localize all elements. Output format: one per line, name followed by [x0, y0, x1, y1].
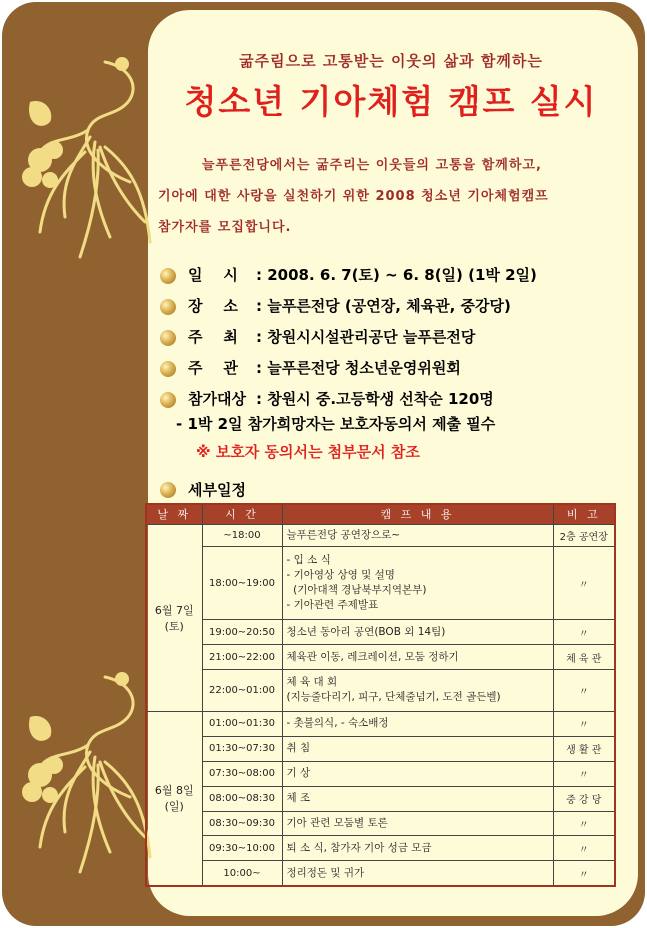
table-row [146, 645, 615, 670]
table-row [146, 711, 615, 736]
gold-bullet-icon [160, 361, 176, 377]
program-cell: 정리정돈 및 귀가 [282, 861, 553, 886]
program-cell: 체 육 대 회 (지능줄다리기, 피구, 단체줄넘기, 도전 골든벨) [282, 670, 553, 712]
intro-line: 기아에 대한 사랑을 실천하기 위한 2008 청소년 기아체험캠프 [158, 189, 549, 204]
time-cell: ~18:00 [202, 524, 282, 547]
program-cell: 체 조 [282, 786, 553, 811]
column-header-note: 비 고 [553, 504, 615, 524]
schedule-table [145, 503, 616, 887]
program-cell: 퇴 소 식, 참가자 기아 성금 모금 [282, 836, 553, 861]
gold-bullet-icon [160, 392, 176, 408]
intro-paragraph [158, 150, 630, 243]
table-row [146, 861, 615, 886]
column-header-time: 시 간 [202, 504, 282, 524]
table-row [146, 761, 615, 786]
table-row [146, 670, 615, 712]
table-row [146, 547, 615, 620]
column-header-program: 캠 프 내 용 [282, 504, 553, 524]
info-value: : 창원시 중.고등학생 선착순 120명 [256, 390, 494, 408]
info-value: : 2008. 6. 7(토) ~ 6. 8(일) (1박 2일) [256, 266, 537, 284]
info-list [160, 260, 630, 415]
note-cell: 〃 [553, 836, 615, 861]
info-label: 주 관 [188, 359, 238, 377]
time-cell: 21:00~22:00 [202, 645, 282, 670]
table-row [146, 736, 615, 761]
info-label: 일 시 [188, 266, 238, 284]
time-cell: 10:00~ [202, 861, 282, 886]
info-label: 참가대상 [188, 390, 246, 408]
info-row-target [160, 384, 630, 415]
note-cell: 〃 [553, 670, 615, 712]
note-cell: 〃 [553, 811, 615, 836]
gold-bullet-icon [160, 299, 176, 315]
program-cell: 기아 관련 모둠별 토론 [282, 811, 553, 836]
note-cell: 〃 [553, 547, 615, 620]
program-cell: - 촛불의식, - 숙소배정 [282, 711, 553, 736]
info-row-venue [160, 291, 630, 322]
note-cell: 〃 [553, 861, 615, 886]
info-value: : 창원시시설관리공단 늘푸른전당 [256, 328, 476, 346]
gold-bullet-icon [160, 268, 176, 284]
note-cell: 〃 [553, 761, 615, 786]
program-cell: 취 침 [282, 736, 553, 761]
time-cell: 08:00~08:30 [202, 786, 282, 811]
intro-line: 늘푸른전당에서는 굶주리는 이웃들의 고통을 함께하고, [202, 158, 542, 173]
program-cell: 청소년 동아리 공연(BOB 외 14팀) [282, 620, 553, 645]
time-cell: 07:30~08:00 [202, 761, 282, 786]
table-row [146, 524, 615, 547]
time-cell: 09:30~10:00 [202, 836, 282, 861]
table-row [146, 620, 615, 645]
note-cell: 〃 [553, 620, 615, 645]
consent-note: - 1박 2일 참가희망자는 보호자동의서 제출 필수 [176, 415, 496, 433]
time-cell: 19:00~20:50 [202, 620, 282, 645]
time-cell: 08:30~09:30 [202, 811, 282, 836]
note-cell: 생 활 관 [553, 736, 615, 761]
consent-reference-note: ※ 보호자 동의서는 첨부문서 참조 [196, 443, 420, 461]
date-cell: 6월 7일 (토) [146, 524, 202, 711]
program-cell: 늘푸른전당 공연장으로~ [282, 524, 553, 547]
info-row-host [160, 322, 630, 353]
time-cell: 01:00~01:30 [202, 711, 282, 736]
info-row-organizer [160, 353, 630, 384]
time-cell: 22:00~01:00 [202, 670, 282, 712]
poster-title: 청소년 기아체험 캠프 실시 [184, 82, 598, 121]
table-row [146, 836, 615, 861]
table-header-row [146, 504, 615, 524]
program-cell: 체육관 이동, 레크레이션, 모둠 정하기 [282, 645, 553, 670]
date-cell: 6월 8일 (일) [146, 711, 202, 886]
gold-bullet-icon [160, 482, 176, 498]
phoenix-ornament-icon [10, 657, 160, 887]
program-cell: - 입 소 식 - 기아영상 상영 및 설명 (기아대책 경남북부지역본부) - 기아관련 주제발표 [282, 547, 553, 620]
time-cell: 01:30~07:30 [202, 736, 282, 761]
time-cell: 18:00~19:00 [202, 547, 282, 620]
poster-subtitle: 굶주림으로 고통받는 이웃의 삶과 함께하는 [239, 52, 543, 70]
detail-heading-label: 세부일정 [188, 481, 246, 499]
phoenix-ornament-icon [10, 42, 160, 272]
note-cell: 〃 [553, 711, 615, 736]
table-row [146, 786, 615, 811]
info-value: : 늘푸른전당 청소년운영위원회 [256, 359, 461, 377]
intro-line: 참가자를 모집합니다. [158, 220, 292, 235]
gold-bullet-icon [160, 330, 176, 346]
info-label: 장 소 [188, 297, 238, 315]
note-cell: 2층 공연장 [553, 524, 615, 547]
note-cell: 체 육 관 [553, 645, 615, 670]
info-row-date [160, 260, 630, 291]
info-value: : 늘푸른전당 (공연장, 체육관, 중강당) [256, 297, 511, 315]
column-header-date: 날 짜 [146, 504, 202, 524]
program-cell: 기 상 [282, 761, 553, 786]
note-cell: 중 강 당 [553, 786, 615, 811]
info-label: 주 최 [188, 328, 238, 346]
table-row [146, 811, 615, 836]
